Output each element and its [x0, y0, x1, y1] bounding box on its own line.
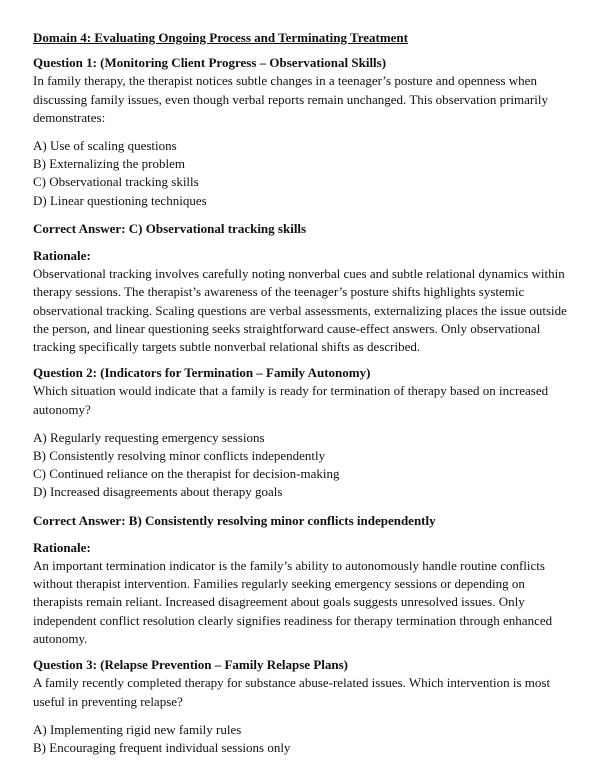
correct-answer: Correct Answer: C) Observational tracking skills [33, 220, 307, 236]
question-text: Which situation would indicate that a family is ready for termination of therapy based on increased autonomy? [33, 383, 549, 417]
option-a: A) Use of scaling questions [33, 138, 177, 154]
option-d: D) Linear questioning techniques [33, 192, 207, 208]
question-heading: Question 1: (Monitoring Client Progress – Observational Skills) [33, 55, 387, 71]
option-b: B) Consistently resolving minor conflicts independently [33, 448, 326, 464]
option-b: B) Externalizing the problem [33, 156, 185, 172]
option-c: C) Continued reliance on the therapist for decision-making [33, 466, 340, 482]
answer-options [33, 137, 575, 210]
question-2 [33, 364, 575, 648]
rationale-text: Observational tracking involves carefully noting nonverbal cues and subtle relational dynamics within therapy sessions. The therapist’s awareness of the teenager’s posture shifts highlights systemic observational tracking. Scaling questions are verbal assessments, externalizing places the issue outside the person, and linear questioning seeks straightforward cause-effect answers. Only observational tracking specifically targets subtle nonverbal relational shifts as described. [33, 266, 567, 355]
question-3 [33, 656, 575, 757]
option-a: A) Regularly requesting emergency sessions [33, 429, 265, 445]
question-text: A family recently completed therapy for substance abuse-related issues. Which intervention is most useful in preventing relapse? [33, 675, 551, 709]
question-1 [33, 54, 575, 356]
question-text: In family therapy, the therapist notices subtle changes in a teenager’s posture and openness when discussing family issues, even though verbal reports remain unchanged. This observation primarily demonstrates: [33, 73, 548, 125]
option-a: A) Implementing rigid new family rules [33, 721, 242, 737]
question-heading: Question 3: (Relapse Prevention – Family Relapse Plans) [33, 657, 348, 673]
option-c: C) Observational tracking skills [33, 174, 199, 190]
correct-answer: Correct Answer: B) Consistently resolving minor conflicts independently [33, 512, 436, 528]
option-d: D) Increased disagreements about therapy goals [33, 484, 283, 500]
domain-title: Domain 4: Evaluating Ongoing Process and Terminating Treatment [33, 30, 408, 45]
rationale-text: An important termination indicator is the family’s ability to autonomously handle routine conflicts without therapist intervention. Families regularly seeking emergency sessions or depending on therapists remain reliant. Increased disagreement about goals suggests unresolved issues. Only independent conflict resolution clearly signifies readiness for therapy termination through enhanced autonomy. [33, 558, 553, 646]
rationale-heading: Rationale: [33, 539, 91, 555]
rationale-heading: Rationale: [33, 248, 91, 264]
answer-options [33, 721, 575, 757]
answer-options [33, 429, 575, 502]
option-b: B) Encouraging frequent individual sessions only [33, 739, 291, 755]
question-heading: Question 2: (Indicators for Termination – Family Autonomy) [33, 365, 371, 381]
